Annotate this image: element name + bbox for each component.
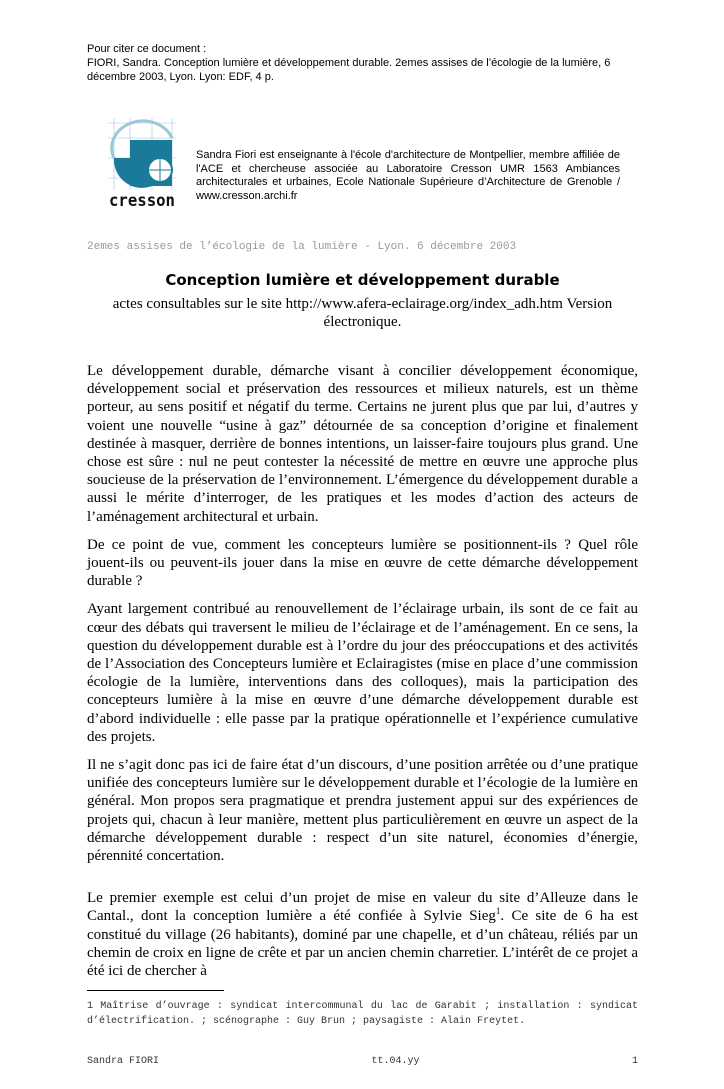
paragraph: Le développement durable, démarche visant à concilier développement économique, développement social et préservation des ressources et milieux naturels, est un thème porteur, au sens positif et négatif du terme. Certains ne jurent plus que par lui, d’autres y voient une nouvelle “usine à gaz” détournée de sa conception d’origine et finalement destinée à masquer, derrière de bonnes intentions, un laisser-faire toujours plus grand. Une chose est sûre : nul ne peut contester la nécessité de mettre en œuvre une approche plus soucieuse de la préservation de l’environnement. L’émergence du développement durable a aussi le mérite d’interroger, de les pratiques et les modes d’action des acteurs de l’aménagement architectural et urbain. [87, 363, 638, 525]
footnote: 1 Maîtrise d’ouvrage : syndicat intercommunal du lac de Garabit ; installation : syndicat d’électrification. ; scénographe : Guy Brun ; paysagiste : Alain Freytet. [87, 1001, 638, 1028]
paragraph: Il ne s’agit donc pas ici de faire état d’un discours, d’une position arrêtée ou d’une pratique unifiée des concepteurs lumière sur le développement durable et l’écologie de la lumière en général. Mon propos sera pragmatique et prendra justement appui sur des expériences de projets qui, chacun à leur manière, mettent plus particulièrement en œuvre un aspect de la démarche développement durable : respect d’un site naturel, économies d’énergie, pérennité concertation. [87, 757, 638, 865]
footnote-divider [87, 990, 224, 991]
document-title: Conception lumière et développement durable [165, 271, 560, 289]
author-bio: Sandra Fiori est enseignante à l'école d'architecture de Montpellier, membre affiliée de l'ACE et chercheuse associée au Laboratoire Cresson UMR 1563 Ambiances architecturales et urbaines, Ecole Nationale Supérieure d’Architecture de Grenoble / www.cresson.archi.fr [196, 149, 620, 202]
footnote-ref[interactable]: 1 [495, 906, 501, 917]
body-text [87, 362, 638, 980]
citation-reference: FIORI, Sandra. Conception lumière et développement durable. 2emes assises de l’écologie de la lumière, 6 décembre 2003, Lyon. Lyon: EDF, 4 p. [87, 57, 611, 83]
svg-text:cresson: cresson [109, 191, 175, 210]
page-number: 1 [631, 1056, 638, 1068]
document-subtitle: actes consultables sur le site http://www.afera-eclairage.org/index_adh.htm Version électronique. [112, 296, 613, 330]
citation-block [87, 42, 647, 84]
paragraph-text: . Ce site de 6 ha est constitué du village (26 habitants), dominé par une chapelle, et d’un château, réliés par un chemin de croix en ligne de crête et par un ancien chemin charretier. L’intérêt de ce projet a été ici de chercher à [87, 908, 638, 980]
footer-author: Sandra FIORI [87, 1056, 160, 1068]
citation-heading: Pour citer ce document : [87, 43, 207, 55]
footer-center: tt.04.yy [371, 1056, 420, 1068]
paragraph [87, 889, 638, 980]
main-flow [87, 362, 638, 1089]
cresson-logo [106, 118, 178, 210]
paragraph: De ce point de vue, comment les concepteurs lumière se positionnent-ils ? Quel rôle jouent-ils ou peuvent-ils jouer dans la mise en œuvre de cette démarche développement durable ? [87, 536, 638, 590]
conference-header: 2emes assises de l’écologie de la lumière - Lyon. 6 décembre 2003 [87, 241, 517, 253]
paragraph-text: Le premier exemple est celui d’un projet de mise en valeur du site d’Alleuze dans le Cantal., dont la conception lumière a été confiée à Sylvie Sieg [87, 890, 638, 925]
paragraph: Ayant largement contribué au renouvellement de l’éclairage urbain, ils sont de ce fait au cœur des débats qui traversent le milieu de l’éclairage et de l’aménagement. En ce sens, la question du développement durable est à l’ordre du jour des préoccupations et des activités de l’Association des Concepteurs lumière et Eclairagistes (mise en place d’une commission écologie de la lumière, interventions dans des colloques), mais la participation des concepteurs lumière à la mise en œuvre d’une démarche développement durable est d’abord individuelle : elle passe par la pratique opérationnelle et l’expérience cumulative des projets. [87, 601, 638, 745]
page-footer [87, 1055, 638, 1069]
